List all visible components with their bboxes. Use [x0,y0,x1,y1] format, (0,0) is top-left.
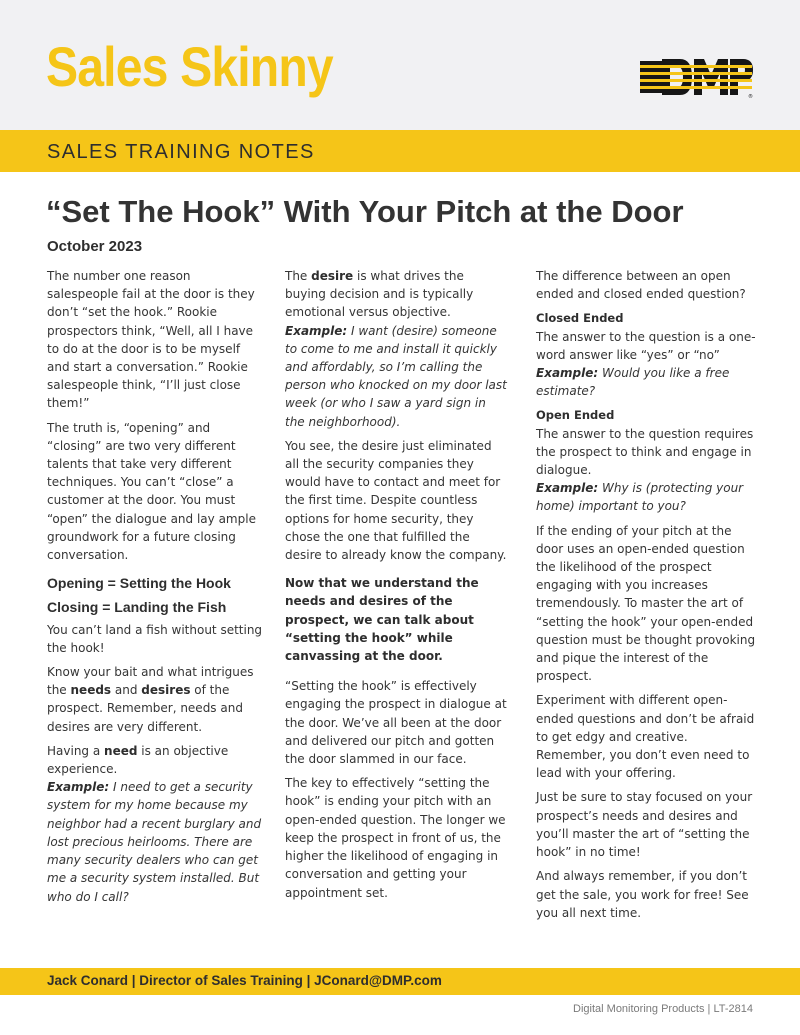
paragraph: The difference between an open ended and closed ended question? [536,269,746,302]
paragraph: The answer to the question is a one-word answer like “yes” or “no” Example: Would you like a free estimate? [536,329,756,399]
article-date: October 2023 [47,238,143,255]
example-label: Example: [536,366,599,381]
paragraph: Having a need is an objective experience. Example: I need to get a security system for my home because my neighbor had a recent burglary and lost precious heirlooms. There are many security dealers who can get me a security system installed. But who do I call? [47,743,262,904]
company-line: Digital Monitoring Products | LT-2814 [573,1003,753,1015]
open-ended-heading: Open Ended [536,408,615,423]
example-label: Example: [47,780,110,795]
example-text: I want (desire) someone to come to me and install it quickly and affordably, so I’m calling the person who knocked on my door last week (or who I saw a yard sign in the neighborhood). [285,323,507,429]
paragraph: You can’t land a fish without setting the hook! [47,622,263,655]
author-line: Jack Conard | Director of Sales Training | JConard@DMP.com [47,973,442,988]
paragraph: The answer to the question requires the prospect to think and engage in dialogue. Example: Why is (protecting your home) important to you? [536,426,754,514]
svg-text:®: ® [748,94,753,99]
emphasis-desires: desires [141,683,191,698]
key-statement: Now that we understand the needs and desires of the prospect, we can talk about “setting the hook” while canvassing at the door. [285,576,479,664]
paragraph: And always remember, if you don’t get the sale, you work for free! See you all next time. [536,869,749,920]
example-label: Example: [536,481,599,496]
subheading-closing: Closing = Landing the Fish [47,599,227,616]
article-title: “Set The Hook” With Your Pitch at the Door [46,194,684,229]
example-text: Would you like a free estimate? [536,366,730,399]
paragraph: The key to effectively “setting the hook” is ending your pitch with an open-ended question. The longer we keep the prospect in front of us, the higher the likelihood of engaging in conversation and getting your appointment set. [285,776,506,900]
paragraph: “Setting the hook” is effectively engaging the prospect in dialogue at the door. We’ve all been at the door and delivered our pitch and gotten the door slammed in our face. [285,679,507,767]
column-2 [285,267,507,908]
example-text: Why is (protecting your home) important to you? [536,481,744,514]
emphasis-need: need [104,743,138,758]
dmp-logo [640,55,754,99]
paragraph: Experiment with different open-ended questions and don’t be afraid to get edgy and creative. Remember, you don’t even need to lead with your offering. [536,693,755,781]
section-label: SALES TRAINING NOTES [47,141,315,163]
closed-ended-heading: Closed Ended [536,311,624,326]
column-1 [47,267,265,912]
paragraph: The number one reason salespeople fail at the door is they don’t “set the hook.” Rookie prospectors think, “Well, all I have to do at the door is to be myself and start a conversation.” Rookie salespeople think, “I’ll just close them!” [47,269,255,411]
example-label: Example: [285,323,348,338]
paragraph: The truth is, “opening” and “closing” are two very different talents that take very different techniques. You can’t “close” a customer at the door. You must “open” the dialogue and lay ample groundwork for a future closing conversation. [47,420,256,563]
example-text: I need to get a security system for my home because my neighbor had a recent burglary and lost precious heirlooms. There are many security dealers who can get me a security system installed. But who do I call? [47,780,262,904]
newsletter-title: Sales Skinny [46,35,333,98]
paragraph: The desire is what drives the buying decision and is typically emotional versus objective. Example: I want (desire) someone to come to me and install it quickly and affordably, so I’m calling the person who knocked on my door last week (or who I saw a yard sign in the neighborhood). [285,269,507,429]
paragraph: You see, the desire just eliminated all the security companies they would have to contact and meet for the first time. Despite countless options for home security, they chose the one that fulfilled the desire to already know the company. [285,438,507,563]
subheading-opening: Opening = Setting the Hook [47,575,231,592]
paragraph: If the ending of your pitch at the door uses an open-ended question the likelihood of the prospect engaging with you increases tremendously. To master the art of “setting the hook” your open-ended question must be thought provoking and pique the interest of the prospect. [536,523,756,684]
paragraph: Know your bait and what intrigues the needs and desires of the prospect. Remember, needs and desires are very different. [47,665,254,734]
emphasis-needs: needs [70,683,112,698]
column-3 [536,267,758,928]
paragraph: Just be sure to stay focused on your prospect’s needs and desires and you’ll master the art of “setting the hook” in no time! [536,790,753,860]
emphasis-desire: desire [311,269,354,283]
